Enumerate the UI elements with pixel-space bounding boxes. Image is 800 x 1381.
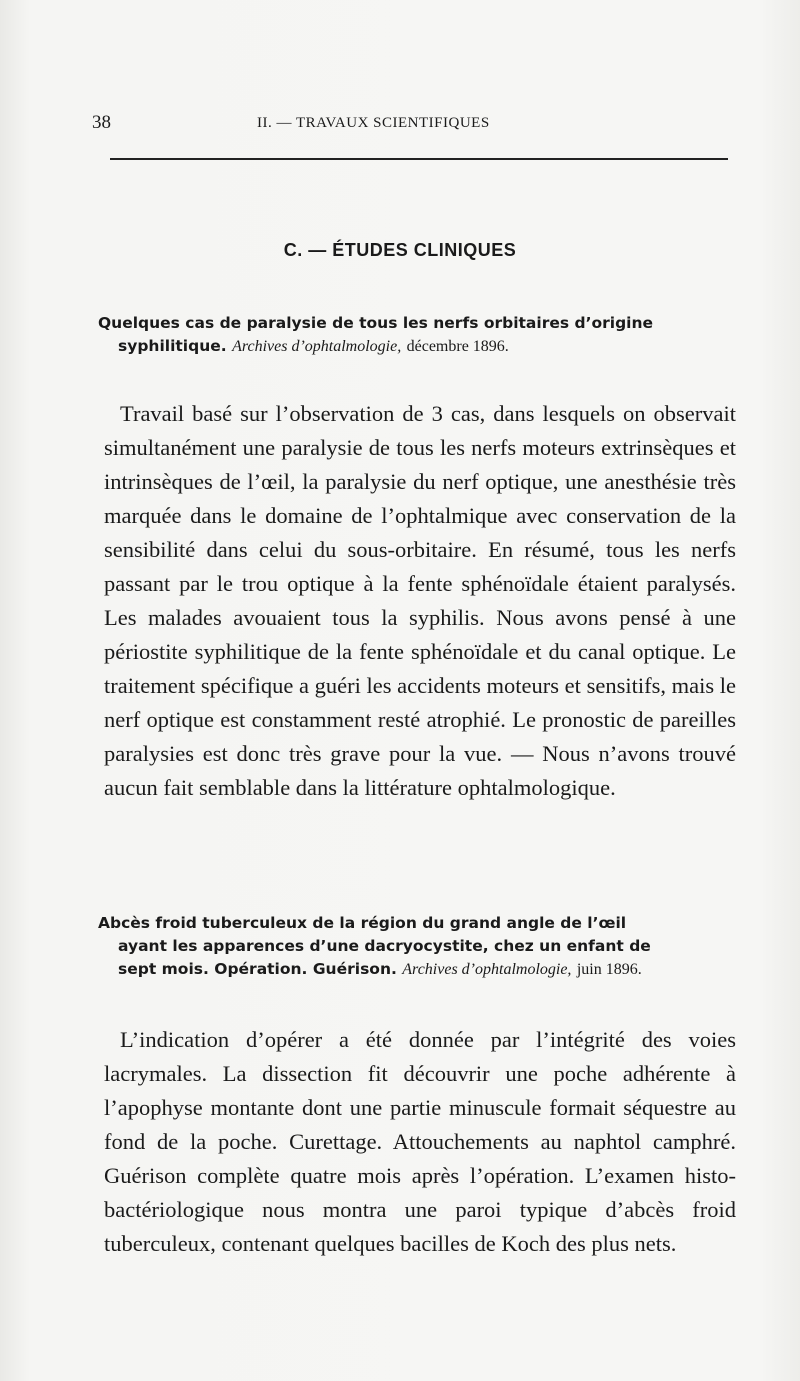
entry-title-line (98, 335, 738, 358)
publication-date: décembre 1896. (406, 338, 509, 355)
running-title: II. — TRAVAUX SCIENTIFIQUES (257, 115, 490, 131)
header-rule (110, 158, 728, 160)
entry-title-text: sept mois. Opération. Guérison. (118, 960, 397, 978)
page-header (92, 112, 732, 142)
entry-title-line: Abcès froid tuberculeux de la région du grand angle de l’œil (98, 914, 627, 932)
entry-title-line: ayant les apparences d’une dacryocystite, chez un enfant de (118, 937, 651, 955)
page-number: 38 (92, 112, 111, 133)
entry-title (98, 912, 738, 981)
entry-body: Travail basé sur l’observation de 3 cas, dans lesquels on observait simultanément une paralysie de tous les nerfs moteurs extrinsèques et intrinsèques de l’œil, la paralysie du nerf optique, une anesthésie très marquée dans le domaine de l’ophtalmique avec conservation de la sensibilité dans celui du sous-orbitaire. En résumé, tous les nerfs passant par le trou optique à la fente sphénoïdale étaient paralysés. Les malades avouaient tous la syphilis. Nous avons pensé à une périostite syphilitique de la fente sphénoïdale et du canal optique. Le traitement spécifique a guéri les accidents moteurs et sensitifs, mais le nerf optique est constamment resté atrophié. Le pronostic de pareilles paralysies est donc très grave pour la vue. — Nous n’avons trouvé aucun fait semblable dans la littérature ophtalmologique. (104, 401, 736, 800)
journal-name: Archives d’ophtalmologie, (232, 338, 402, 355)
journal-name: Archives d’ophtalmologie, (402, 961, 572, 978)
entry-title-line (98, 958, 738, 981)
entry-title (98, 312, 738, 358)
publication-date: juin 1896. (576, 961, 642, 978)
entry-title-text: syphilitique. (118, 337, 227, 355)
entry-title-line: Quelques cas de paralysie de tous les nerfs orbitaires d’origine (98, 314, 654, 332)
entry-body: L’indication d’opérer a été donnée par l’intégrité des voies lacrymales. La dissection fit découvrir une poche adhérente à l’apophyse montante dont une partie minuscule formait séquestre au fond de la poche. Curettage. Attouchements au naphtol camphré. Guérison complète quatre mois après l’opération. L’examen histo-bactériologique nous montra une paroi typique d’abcès froid tuberculeux, contenant quelques bacilles de Koch des plus nets. (104, 1027, 736, 1256)
section-title: C. — ÉTUDES CLINIQUES (283, 240, 517, 260)
